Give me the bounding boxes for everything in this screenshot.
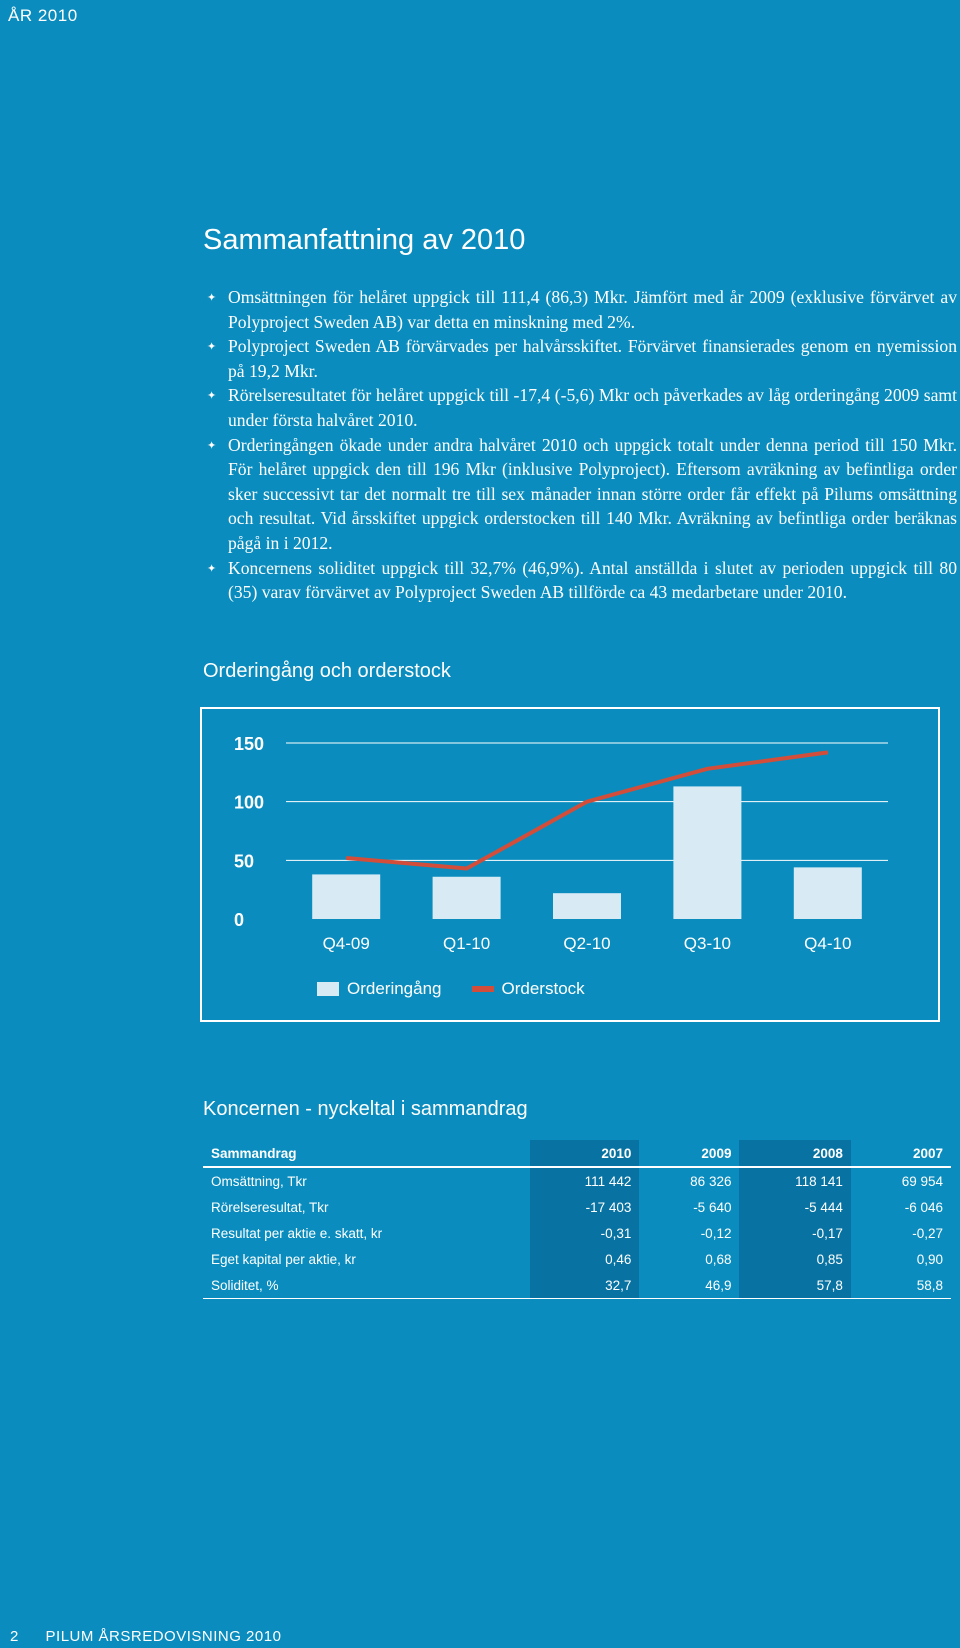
header-label: ÅR 2010: [8, 6, 78, 25]
summary-bullet: [207, 433, 957, 556]
table-cell: -0,12: [700, 1225, 732, 1241]
summary-bullet: [207, 383, 957, 432]
column-header: Sammandrag: [203, 1140, 530, 1167]
bar: [553, 893, 621, 919]
table-cell: 0,85: [739, 1246, 850, 1272]
table-row: [203, 1167, 951, 1194]
legend-label: Orderstock: [501, 979, 585, 998]
bullet-icon: ✦: [207, 439, 217, 452]
x-tick-label: Q4-10: [804, 934, 852, 953]
bar: [433, 877, 501, 919]
y-tick-label: 150: [234, 734, 265, 754]
bar: [794, 867, 862, 919]
summary-bullet: [207, 334, 957, 383]
orderstock-point: [707, 768, 708, 769]
table-header-row: [203, 1140, 951, 1167]
column-header: 2008: [739, 1140, 850, 1167]
table-cell: -17 403: [530, 1194, 640, 1220]
bullet-icon: ✦: [207, 341, 217, 354]
bullet-icon: ✦: [207, 292, 217, 304]
table-row: [203, 1220, 951, 1246]
bullet-icon: ✦: [207, 390, 217, 403]
table-heading: Koncernen - nyckeltal i sammandrag: [203, 1098, 528, 1120]
table-cell: 57,8: [739, 1272, 850, 1299]
table-cell: Soliditet, %: [203, 1272, 530, 1299]
orderstock-point: [827, 752, 828, 753]
orderstock-point: [587, 801, 588, 802]
table-row: [203, 1246, 951, 1272]
legend-swatch-line: [472, 986, 494, 992]
page-number: 2: [10, 1628, 19, 1645]
orderstock-line: [346, 752, 828, 868]
table-cell: 0,68: [705, 1251, 732, 1267]
table-cell: 0,46: [530, 1246, 640, 1272]
chart-heading: Orderingång och orderstock: [203, 660, 451, 682]
table-cell: Rörelseresultat, Tkr: [211, 1199, 329, 1215]
column-header: 2010: [530, 1140, 640, 1167]
table-cell: -0,27: [912, 1225, 943, 1241]
summary-bullet: [207, 285, 957, 334]
summary-bullet-text: Koncernens soliditet uppgick till 32,7% (46,9%). Antal anställda i slutet av perioden uppgick till 80 (35) varav förvärvet av Polyproject Sweden AB tillförde ca 43 medarbetare under 2010.: [228, 557, 957, 603]
page-title: Sammanfattning av 2010: [203, 224, 526, 256]
y-tick-label: 100: [234, 792, 265, 813]
legend-item-orderstock: [472, 979, 585, 999]
legend-swatch-bar: [317, 982, 339, 996]
orderstock-point: [346, 857, 347, 858]
bar: [312, 874, 380, 919]
table-cell: -0,17: [739, 1220, 850, 1246]
y-tick-label: 0: [234, 910, 245, 930]
table-cell: Resultat per aktie e. skatt, kr: [211, 1225, 383, 1241]
summary-bullet-text: Orderingången ökade under andra halvåret 2010 och uppgick totalt under denna period till 150 Mkr. För helåret uppgick den till 196 Mkr (inklusive Polyproject). Eftersom avräkning av befintliga order sker successivt tar det normalt tre till sex månader innan större order får effekt på Pilums omsättning och resultat. Vid årsskiftet uppgick orderstocken till 140 Mkr. Avräkning av befintliga order beräknas pågå in i 2012.: [228, 434, 957, 553]
table-cell: 0,90: [916, 1251, 943, 1267]
summary-bullet-text: Rörelseresultatet för helåret uppgick till -17,4 (-5,6) Mkr och påverkades av låg orderingång 2009 samt under första halvåret 2010.: [228, 385, 957, 430]
summary-bullet-text: Omsättningen för helåret uppgick till 111,4 (86,3) Mkr. Jämfört med år 2009 (exklusive förvärvet av Polyproject Sweden AB) var detta en minskning med 2%.: [228, 287, 957, 332]
table-cell: 86 326: [690, 1173, 732, 1189]
table-cell: 111 442: [530, 1167, 640, 1194]
x-tick-label: Q4-09: [322, 934, 370, 953]
x-tick-label: Q3-10: [683, 934, 732, 953]
x-tick-label: Q1-10: [442, 934, 491, 953]
bar: [673, 786, 741, 919]
y-tick-label: 50: [234, 851, 255, 872]
legend-item-orderingang: [317, 979, 442, 999]
orderstock-point: [466, 868, 467, 869]
footer-label: PILUM ÅRSREDOVISNING 2010: [45, 1628, 282, 1645]
summary-bullet: [207, 556, 957, 605]
legend-label: Orderingång: [347, 979, 442, 998]
chart-legend: [317, 979, 615, 999]
table-cell: 32,7: [530, 1272, 640, 1299]
bullet-icon: ✦: [207, 562, 217, 575]
order-chart-plot: [202, 709, 938, 1020]
table-cell: -6 046: [904, 1199, 943, 1215]
table-cell: Eget kapital per aktie, kr: [211, 1251, 356, 1267]
order-chart: [200, 707, 940, 1022]
table-cell: -0,31: [530, 1220, 640, 1246]
summary-bullet-list: [207, 285, 957, 605]
table-cell: 69 954: [901, 1173, 943, 1189]
table-cell: 118 141: [739, 1167, 850, 1194]
table-cell: -5 444: [739, 1194, 850, 1220]
table-cell: 46,9: [639, 1272, 739, 1299]
column-header: 2007: [851, 1140, 951, 1167]
table-cell: 58,8: [851, 1272, 951, 1299]
summary-bullet-text: Polyproject Sweden AB förvärvades per halvårsskiftet. Förvärvet finansierades genom en nyemission på 19,2 Mkr.: [228, 336, 957, 381]
table-cell: Omsättning, Tkr: [211, 1173, 307, 1189]
page-footer: [10, 1628, 281, 1645]
table-cell: -5 640: [693, 1199, 732, 1215]
table-row: [203, 1272, 951, 1299]
table-row: [203, 1194, 951, 1220]
x-tick-label: Q2-10: [563, 934, 611, 953]
column-header: 2009: [639, 1140, 739, 1167]
kpi-table: [203, 1140, 951, 1299]
